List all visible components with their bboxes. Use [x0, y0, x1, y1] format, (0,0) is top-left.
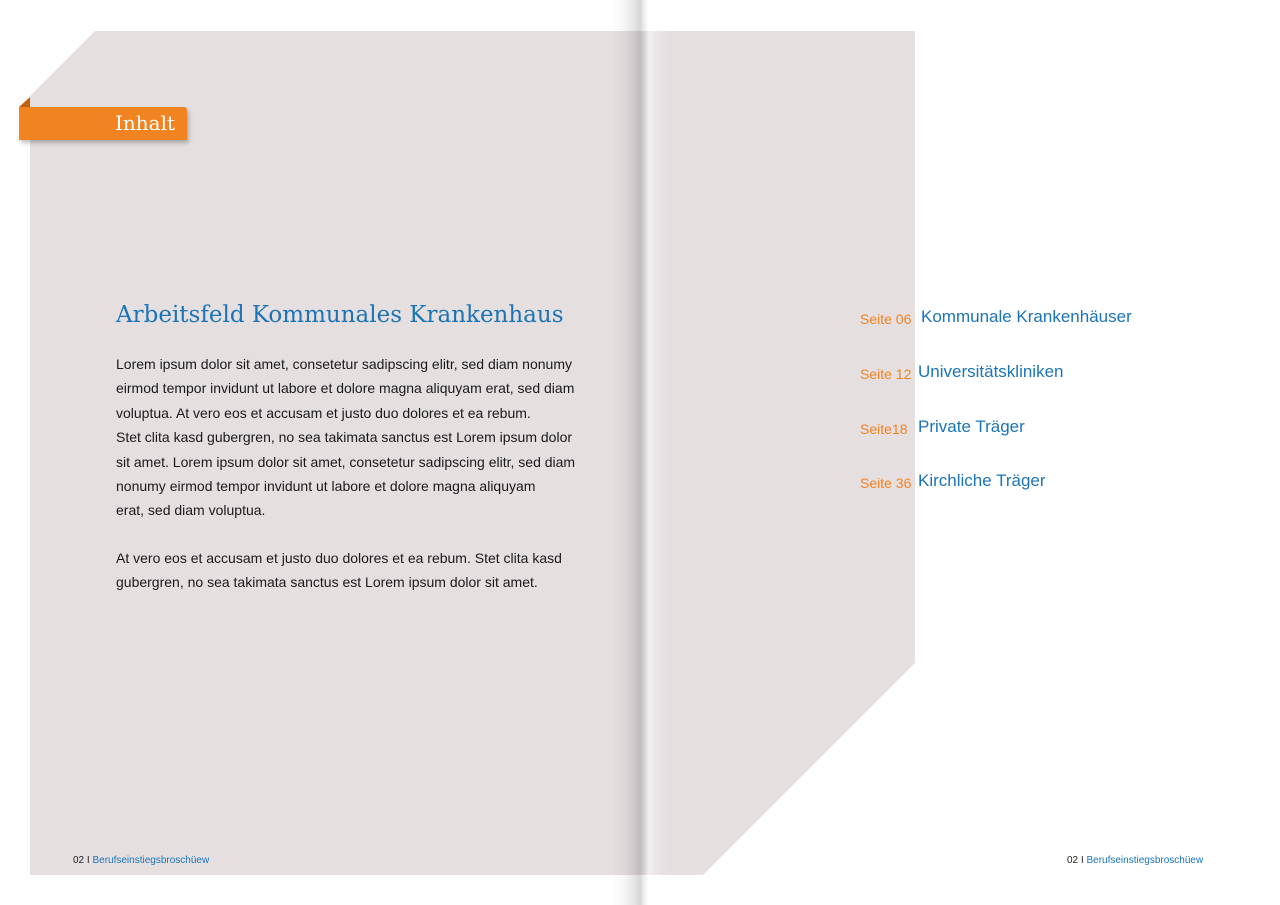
page-heading: Arbeitsfeld Kommunales Krankenhaus — [116, 302, 564, 328]
paragraph-line: Lorem ipsum dolor sit amet, consetetur sadipscing elitr, sed diam nonumy — [116, 356, 572, 372]
footer-left — [73, 855, 209, 867]
footer-title: Berufseinstiegsbroschüew — [92, 855, 210, 866]
toc-title: Kommunale Krankenhäuser — [921, 307, 1132, 326]
paragraph-line: voluptua. At vero eos et accusam et justo duo dolores et ea rebum. — [116, 404, 531, 421]
toc-page-number: Seite 06 — [860, 311, 912, 327]
toc-page-number: Seite 12 — [860, 366, 912, 382]
footer-title: Berufseinstiegsbroschüew — [1086, 855, 1204, 866]
paragraph-line: eirmod tempor invidunt ut labore et dolore magna aliquyam erat, sed diam — [116, 380, 575, 397]
paragraph-line: gubergren, no sea takimata sanctus est Lorem ipsum dolor sit amet. — [116, 574, 538, 591]
footer-page-number: 02 I — [73, 855, 90, 866]
body-paragraph-1 — [116, 352, 586, 523]
toc-page-number: Seite 36 — [860, 475, 912, 491]
paragraph-line: nonumy eirmod tempor invidunt ut labore et dolore magna aliquyam — [116, 478, 536, 495]
paragraph-line: sit amet. Lorem ipsum dolor sit amet, consetetur sadipscing elitr, sed diam — [116, 453, 576, 470]
toc-title: Universitätskliniken — [918, 362, 1064, 381]
paragraph-line: erat, sed diam voluptua. — [116, 502, 266, 519]
toc-title: Private Träger — [918, 417, 1025, 436]
toc-title: Kirchliche Träger — [918, 471, 1046, 490]
toc-page-number: Seite18 — [860, 421, 908, 437]
tab-fold — [19, 97, 30, 107]
paragraph-line: Stet clita kasd gubergren, no sea takimata sanctus est Lorem ipsum dolor — [116, 429, 573, 446]
footer-right — [1067, 855, 1203, 867]
paragraph-line: At vero eos et accusam et justo duo dolores et ea rebum. Stet clita kasd — [116, 550, 562, 566]
section-tab-label: Inhalt — [115, 111, 176, 135]
book-spine-shadow — [612, 0, 668, 905]
body-paragraph-2 — [116, 546, 586, 595]
footer-page-number: 02 I — [1067, 855, 1084, 866]
